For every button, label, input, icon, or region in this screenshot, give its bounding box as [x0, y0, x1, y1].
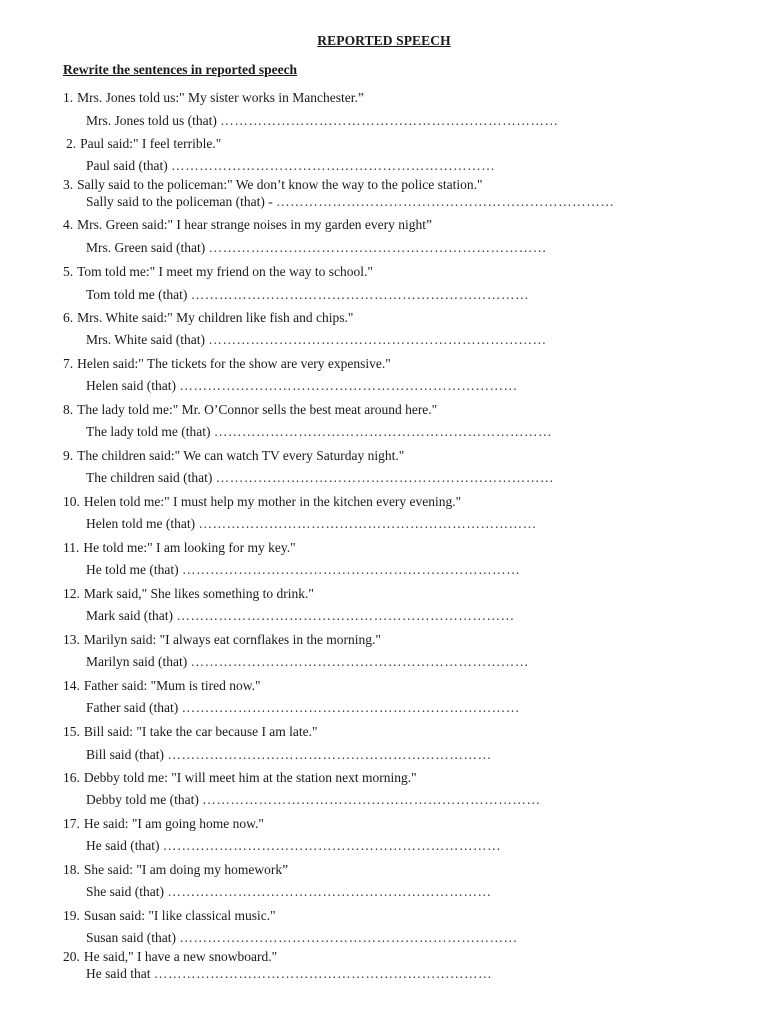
answer-blank[interactable]: ………………………………………………………………: [202, 792, 541, 807]
question-line: [63, 448, 404, 464]
answer-line[interactable]: [86, 608, 515, 624]
answer-line[interactable]: [86, 332, 547, 348]
answer-blank[interactable]: ………………………………………………………………: [176, 608, 515, 623]
question-text: He told me:" I am looking for my key.": [83, 540, 296, 555]
question-number: 20.: [63, 949, 80, 964]
answer-blank[interactable]: ………………………………………………………………: [208, 240, 547, 255]
answer-blank[interactable]: ……………………………………………………………: [171, 158, 496, 173]
answer-prompt: She said (that): [86, 884, 164, 899]
answer-blank[interactable]: ……………………………………………………………: [167, 884, 492, 899]
question-line: [63, 90, 364, 106]
question-number: 17.: [63, 816, 80, 831]
question-text: Debby told me: "I will meet him at the station next morning.": [83, 770, 417, 785]
answer-prompt: Helen told me (that): [86, 516, 196, 531]
question-text: Father said: "Mum is tired now.": [83, 678, 261, 693]
answer-line[interactable]: [86, 516, 537, 532]
answer-prompt: Mrs. Green said (that): [86, 240, 206, 255]
question-line: [63, 862, 288, 878]
answer-prompt: Debby told me (that): [86, 792, 199, 807]
answer-prompt: Sally said to the policeman (that) -: [86, 194, 273, 209]
answer-blank[interactable]: ………………………………………………………………: [220, 113, 559, 128]
answer-blank[interactable]: ………………………………………………………………: [162, 838, 502, 853]
answer-line[interactable]: [86, 700, 520, 716]
question-line: [63, 908, 276, 924]
answer-line[interactable]: [86, 240, 547, 256]
answer-prompt: The children said (that): [86, 470, 213, 485]
answer-prompt: Susan said (that): [86, 930, 176, 945]
answer-blank[interactable]: ………………………………………………………………: [153, 966, 493, 981]
question-number: 1.: [63, 90, 74, 105]
answer-prompt: Mark said (that): [86, 608, 173, 623]
answer-line[interactable]: [86, 884, 492, 900]
question-number: 16.: [63, 770, 80, 785]
question-number: 10.: [63, 494, 80, 509]
question-number: 8.: [63, 402, 74, 417]
question-number: 7.: [63, 356, 74, 371]
question-line: [63, 402, 437, 418]
question-text: The lady told me:" Mr. O’Connor sells the best meat around here.": [77, 402, 438, 417]
question-line: [63, 724, 318, 740]
answer-prompt: Paul said (that): [86, 158, 168, 173]
question-number: 14.: [63, 678, 80, 693]
question-text: Bill said: "I take the car because I am late.": [83, 724, 318, 739]
answer-line[interactable]: [86, 654, 529, 670]
question-line: [63, 678, 261, 694]
answer-blank[interactable]: ………………………………………………………………: [181, 700, 521, 715]
question-line: [63, 540, 296, 556]
question-number: 18.: [63, 862, 80, 877]
answer-line[interactable]: [86, 424, 552, 440]
answer-line[interactable]: [86, 930, 518, 946]
question-number: 12.: [63, 586, 80, 601]
answer-prompt: Helen said (that): [86, 378, 176, 393]
answer-blank[interactable]: ………………………………………………………………: [179, 378, 518, 393]
answer-line[interactable]: [86, 194, 614, 210]
answer-blank[interactable]: ………………………………………………………………: [190, 654, 530, 669]
answer-prompt: He said (that): [86, 838, 160, 853]
question-number: 9.: [63, 448, 74, 463]
question-number: 13.: [63, 632, 80, 647]
question-number: 5.: [63, 264, 74, 279]
answer-prompt: Tom told me (that): [86, 287, 188, 302]
answer-prompt: Father said (that): [86, 700, 179, 715]
question-text: Sally said to the policeman:" We don’t know the way to the police station.": [77, 177, 483, 192]
question-text: She said: "I am doing my homework”: [83, 862, 289, 877]
question-text: He said: "I am going home now.": [83, 816, 264, 831]
question-line: [63, 586, 314, 602]
answer-prompt: He said that: [86, 966, 151, 981]
question-text: Paul said:" I feel terrible.": [80, 136, 222, 151]
question-text: Helen told me:" I must help my mother in the kitchen every evening.": [83, 494, 462, 509]
answer-line[interactable]: [86, 562, 520, 578]
answer-prompt: Mrs. White said (that): [86, 332, 205, 347]
question-line: [63, 217, 432, 233]
question-text: Mrs. Green said:" I hear strange noises in my garden every night”: [77, 217, 433, 232]
answer-prompt: Bill said (that): [86, 747, 164, 762]
question-line: [66, 136, 221, 152]
question-text: Mrs. Jones told us:" My sister works in Manchester.”: [77, 90, 364, 105]
question-text: Marilyn said: "I always eat cornflakes in the morning.": [83, 632, 381, 647]
answer-blank[interactable]: ………………………………………………………………: [181, 562, 521, 577]
question-line: [63, 949, 277, 965]
answer-prompt: The lady told me (that): [86, 424, 211, 439]
instruction-heading: Rewrite the sentences in reported speech: [63, 62, 298, 77]
answer-line[interactable]: [86, 966, 492, 982]
answer-line[interactable]: [86, 378, 518, 394]
answer-blank[interactable]: ………………………………………………………………: [208, 332, 547, 347]
question-line: [63, 310, 353, 326]
answer-blank[interactable]: ………………………………………………………………: [213, 424, 553, 439]
answer-line[interactable]: [86, 747, 492, 763]
question-number: 3.: [63, 177, 74, 192]
answer-blank[interactable]: ………………………………………………………………: [179, 930, 518, 945]
page-title: REPORTED SPEECH: [317, 33, 451, 48]
question-number: 4.: [63, 217, 74, 232]
answer-prompt: He told me (that): [86, 562, 179, 577]
answer-line[interactable]: [86, 792, 541, 808]
answer-line[interactable]: [86, 838, 501, 854]
question-line: [63, 770, 417, 786]
question-number: 6.: [63, 310, 74, 325]
answer-blank[interactable]: ………………………………………………………………: [276, 194, 615, 209]
question-number: 19.: [63, 908, 80, 923]
answer-line[interactable]: [86, 287, 529, 303]
question-line: [63, 816, 264, 832]
answer-blank[interactable]: ………………………………………………………………: [198, 516, 537, 531]
question-text: He said," I have a new snowboard.": [83, 949, 278, 964]
answer-prompt: Marilyn said (that): [86, 654, 188, 669]
question-text: Mrs. White said:" My children like fish and chips.": [77, 310, 354, 325]
answer-line[interactable]: [86, 470, 554, 486]
question-line: [63, 264, 373, 280]
question-line: [63, 632, 381, 648]
question-text: Susan said: "I like classical music.": [83, 908, 276, 923]
answer-blank[interactable]: ……………………………………………………………: [167, 747, 492, 762]
answer-prompt: Mrs. Jones told us (that): [86, 113, 217, 128]
question-text: Tom told me:" I meet my friend on the way to school.": [77, 264, 373, 279]
question-line: [63, 177, 483, 193]
question-text: Mark said," She likes something to drink.": [83, 586, 314, 601]
question-line: [63, 494, 461, 510]
question-number: 15.: [63, 724, 80, 739]
answer-line[interactable]: [86, 158, 495, 174]
question-number: 2.: [66, 136, 77, 151]
question-text: Helen said:" The tickets for the show are very expensive.": [77, 356, 391, 371]
question-line: [63, 356, 391, 372]
answer-line[interactable]: [86, 113, 559, 129]
question-number: 11.: [63, 540, 80, 555]
question-text: The children said:" We can watch TV every Saturday night.": [77, 448, 405, 463]
answer-blank[interactable]: ………………………………………………………………: [215, 470, 555, 485]
answer-blank[interactable]: ………………………………………………………………: [190, 287, 530, 302]
